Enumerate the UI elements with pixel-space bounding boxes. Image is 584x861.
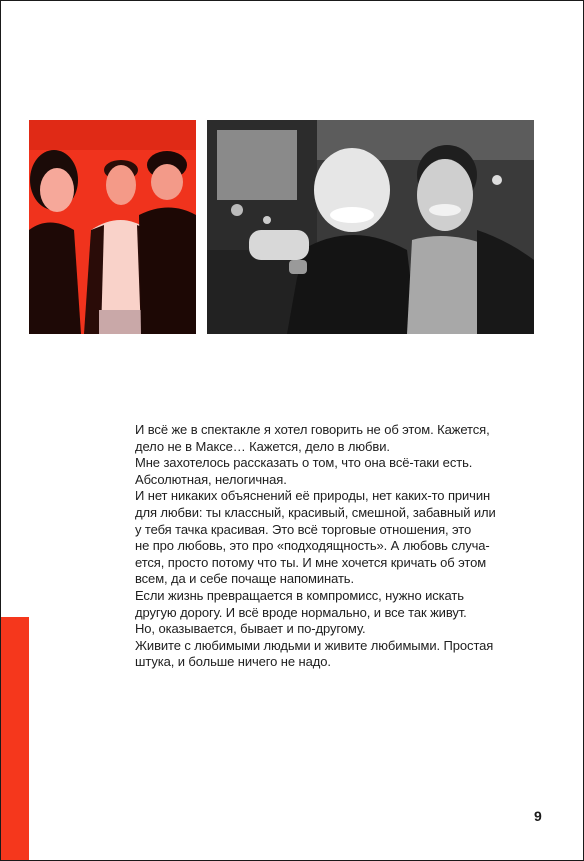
red-duotone-photo [29,120,196,334]
text-line: у тебя тачка красивая. Это всё торговые отношения, это [135,521,472,537]
text-line: Если жизнь превращается в компромисс, нужно искать [135,587,464,603]
text-line: всем, да и себе почаще напоминать. [135,571,354,587]
article-paragraph [135,422,535,671]
text-line: Абсолютная, нелогичная. [135,471,287,487]
page-number: 9 [534,808,542,824]
grayscale-photo [207,120,534,334]
text-line: ется, просто потому что ты. И мне хочется кричать об этом [135,554,487,570]
text-line: для любви: ты классный, красивый, смешной, забавный или [135,504,496,520]
text-line: штука, и больше ничего не надо. [135,654,331,670]
text-line: Мне захотелось рассказать о том, что она всё-таки есть. [135,455,473,471]
text-line: Живите с любимыми людьми и живите любимыми. Простая [135,637,494,653]
text-line: Но, оказывается, бывает и по-другому. [135,621,366,637]
text-line: другую дорогу. И всё вроде нормально, и все так живут. [135,604,467,620]
text-line: не про любовь, это про «подходящность». А любовь случа- [135,538,490,554]
accent-bar [1,617,29,860]
text-line: дело не в Максе… Кажется, дело в любви. [135,438,390,454]
text-line: И всё же в спектакле я хотел говорить не об этом. Кажется, [135,422,490,437]
text-line: И нет никаких объяснений её природы, нет каких-то причин [135,488,491,504]
